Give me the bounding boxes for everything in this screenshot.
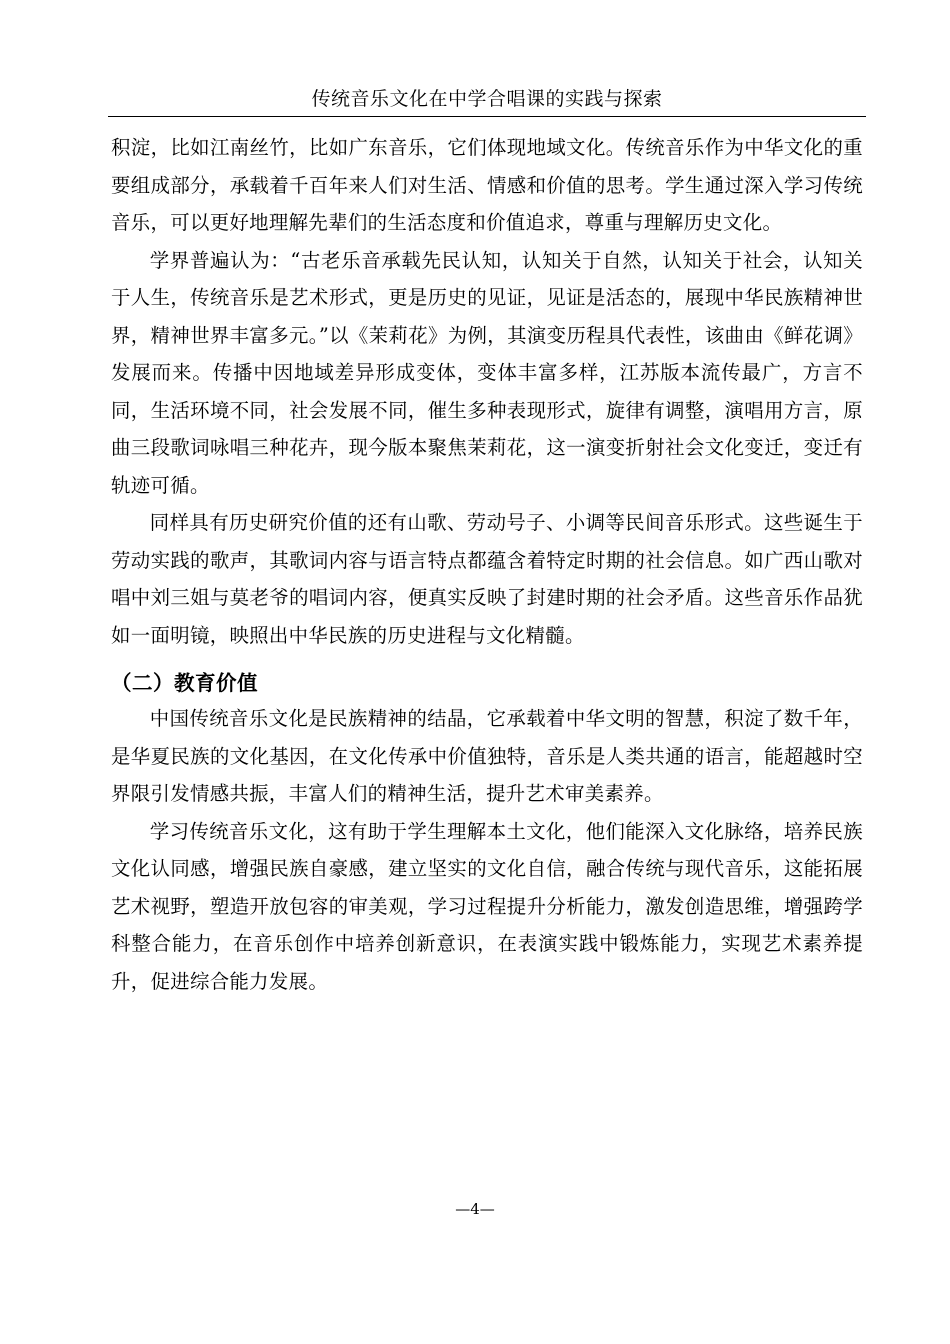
page-header [108,88,866,117]
page-number: —4— [455,1200,495,1218]
paragraph-learning-benefits: 学习传统音乐文化，这有助于学生理解本土文化，他们能深入文化脉络，培养民族文化认同感，增强民族自豪感，建立坚实的文化自信，融合传统与现代音乐，这能拓展艺术视野，塑造开放包容的审美观，学习过程提升分析能力，激发创造思维，增强跨学科整合能力，在音乐创作中培养创新意识，在表演实践中锻炼能力，实现艺术素养提升，促进综合能力发展。 [111,819,863,993]
paragraph-education-value: 中国传统音乐文化是民族精神的结晶，它承载着中华文明的智慧，积淀了数千年，是华夏民族的文化基因，在文化传承中价值独特，音乐是人类共通的语言，能超越时空界限引发情感共振，丰富人们的精神生活，提升艺术审美素养。 [111,707,863,805]
paragraph-continuation: 积淀，比如江南丝竹，比如广东音乐，它们体现地域文化。传统音乐作为中华文化的重要组成部分，承载着千百年来人们对生活、情感和价值的思考。学生通过深入学习传统音乐，可以更好地理解先辈们的生活态度和价值追求，尊重与理解历史文化。 [111,136,863,234]
header-title: 传统音乐文化在中学合唱课的实践与探索 [311,88,663,110]
section-heading-education-value: （二）教育价值 [111,671,258,695]
paragraph-folk-music: 同样具有历史研究价值的还有山歌、劳动号子、小调等民间音乐形式。这些诞生于劳动实践的歌声，其歌词内容与语言特点都蕴含着特定时期的社会信息。如广西山歌对唱中刘三姐与莫老爷的唱词内容，便真实反映了封建时期的社会矛盾。这些音乐作品犹如一面明镜，映照出中华民族的历史进程与文化精髓。 [111,511,863,647]
paragraph-scholarly-view: 学界普遍认为：“古老乐音承载先民认知，认知关于自然，认知关于社会，认知关于人生，传统音乐是艺术形式，更是历史的见证，见证是活态的，展现中华民族精神世界，精神世界丰富多元。”以《茉莉花》为例，其演变历程具代表性，该曲由《鲜花调》发展而来。传播中因地域差异形成变体，变体丰富多样，江苏版本流传最广，方言不同，生活环境不同，社会发展不同，催生多种表现形式，旋律有调整，演唱用方言，原曲三段歌词咏唱三种花卉，现今版本聚焦茉莉花，这一演变折射社会文化变迁，变迁有轨迹可循。 [111,248,863,497]
document-body [111,129,863,1000]
